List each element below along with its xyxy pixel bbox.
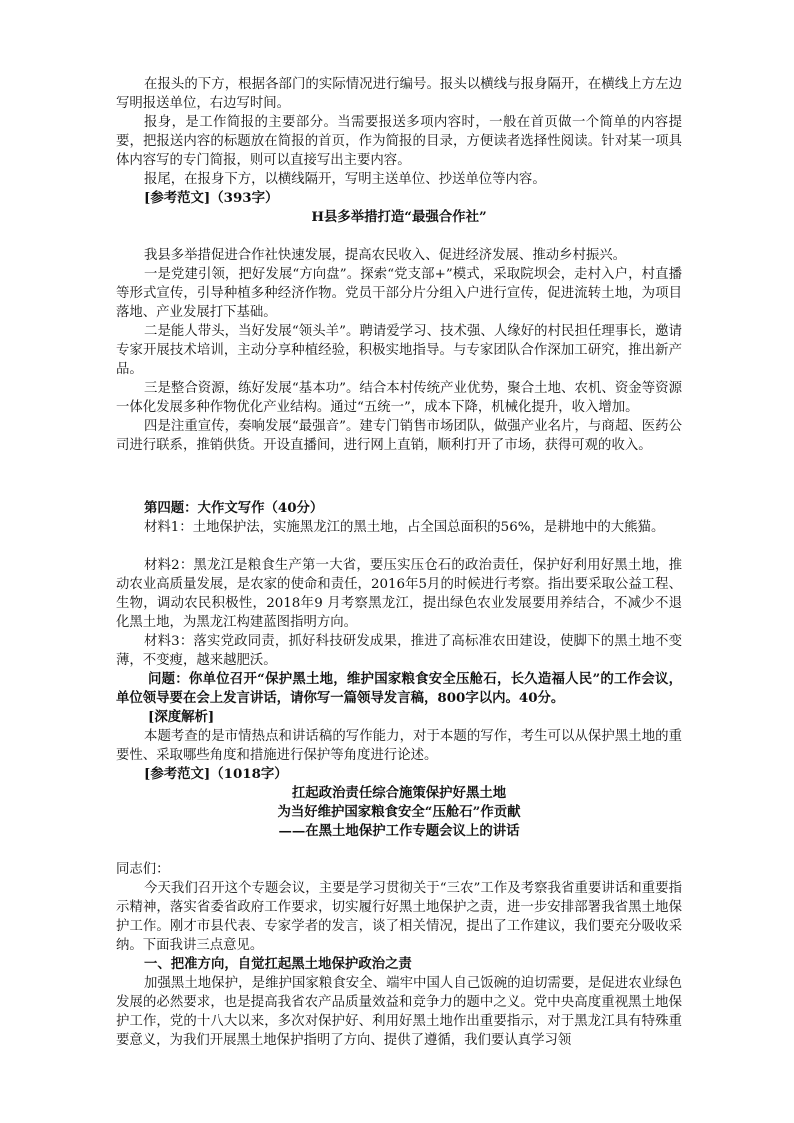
body-text: [116, 75, 682, 1050]
spacer: [116, 455, 682, 499]
speech-title-line-3: ——在黑土地保护工作专题会议上的讲话: [278, 823, 520, 839]
material-2: 材料2：黑龙江是粮食生产第一大省，要压实压仓石的政治责任，保护好利用好黑土地，推动农业高质量发展，是农家的使命和责任，2016年5月的时候进行考察。指出要采取公益工程、生物，调动农民积极性，2018年9 月考察黑龙江，提出绿色农业发展要用养结合，不减少不退化黑土地，为黑龙江构建蓝图指明方向。: [116, 558, 682, 630]
intro-paragraph-2: 报身，是工作简报的主要部分。当需要报送多项内容时，一般在首页做一个简单的内容提要，把报送内容的标题放在简报的首页，作为简报的目录，方便读者选择性阅读。针对某一项具体内容写的专门简报，则可以直接写出主要内容。: [116, 115, 682, 168]
speech-paragraph-1: 今天我们召开这个专题会议，主要是学习贯彻关于“三农”工作及考察我省重要讲话和重要指示精神，落实省委省政府工作要求，切实履行好黑土地保护之责，进一步安排部署我省黑土地保护工作。刚才市县代表、专家学者的发言，谈了相关情况，提出了工作建议，我们要充分吸收采纳。下面我讲三点意见。: [116, 881, 682, 953]
sample1-title: H县多举措打造“最强合作社”: [311, 209, 487, 225]
material-3: 材料3：落实党政同责，抓好科技研发成果，推进了高标准农田建设，使脚下的黑土地不变薄，不变瘦，越来越肥沃。: [116, 634, 682, 668]
speech-title-line-2: 为当好维护国家粮食安全“压舱石”作贡献: [277, 804, 521, 820]
intro-paragraph-1: 在报头的下方，根据各部门的实际情况进行编号。报头以横线与报身隔开，在横线上方左边写明报送单位，右边写时间。: [116, 77, 682, 111]
section-heading-1: 一、把准方向，自觉扛起黑土地保护政治之责: [144, 956, 412, 972]
sample2-label: [参考范文]（1018字）: [144, 766, 288, 782]
analysis-text: 本题考查的是市情热点和讲话稿的写作能力，对于本题的写作，考生可以从保护黑土地的重要性、采取哪些角度和措施进行保护等角度进行论述。: [116, 729, 682, 763]
question-text: 问题：你单位召开“保护黑土地，维护国家粮食安全压舱石，长久造福人民”的工作会议，单位领导要在会上发言讲话，请你写一篇领导发言稿，800字以内。40分。: [116, 671, 682, 706]
sample1-paragraph: 我县多举措促进合作社快速发展，提高农民收入、促进经济发展、推动乡村振兴。: [144, 248, 627, 263]
material-1: 材料1：土地保护法，实施黑龙江的黑土地，占全国总面积的56%，是耕地中的大熊猫。: [144, 520, 665, 535]
question4-heading: 第四题：大作文写作（40分）: [144, 500, 324, 516]
sample1-paragraph: 四是注重宣传，奏响发展“最强音”。建专门销售市场团队，做强产业名片，与商超、医药公司进行联系，推销供货。开设直播间，进行网上直销，顺利打开了市场，获得可观的收入。: [116, 419, 682, 453]
spacer: [116, 227, 682, 246]
spacer: [116, 841, 682, 860]
spacer: [116, 537, 682, 556]
analysis-label: [深度解析]: [148, 709, 215, 725]
speech-paragraph-2: 加强黑土地保护，是维护国家粮食安全、端牢中国人自己饭碗的迫切需要，是促进农业绿色发展的必然要求，也是提高我省农产品质量效益和竞争力的题中之义。党中央高度重视黑土地保护工作，党的十八大以来，多次对保护好、利用好黑土地作出重要指示，对于黑龙江具有特殊重要意义，为我们开展黑土地保护指明了方向、提供了遵循，我们要认真学习领: [116, 976, 682, 1048]
sample1-paragraph: 三是整合资源，练好发展“基本功”。结合本村传统产业优势，聚合土地、农机、资金等资源一体化发展多种作物优化产业结构。通过“五统一”，成本下降，机械化提升，收入增加。: [116, 381, 682, 415]
speech-title-line-1: 扛起政治责任综合施策保护好黑土地: [291, 785, 507, 801]
sample1-paragraph: 一是党建引领，把好发展“方向盘”。探索“党支部+”模式，采取院坝会，走村入户，村直播等形式宣传，引导种植多种经济作物。党员干部分片分组入户进行宣传，促进流转土地，为项目落地、产业发展打下基础。: [116, 267, 682, 320]
intro-paragraph-3: 报尾，在报身下方，以横线隔开，写明主送单位、抄送单位等内容。: [144, 172, 546, 187]
sample1-label: [参考范文]（393字）: [144, 190, 279, 206]
sample1-paragraph: 二是能人带头，当好发展“领头羊”。聘请爱学习、技术强、人缘好的村民担任理事长，邀请专家开展技术培训，主动分享种植经验，积极实地指导。与专家团队合作深加工研究，推出新产品。: [116, 324, 682, 377]
salutation: 同志们：: [116, 862, 170, 877]
